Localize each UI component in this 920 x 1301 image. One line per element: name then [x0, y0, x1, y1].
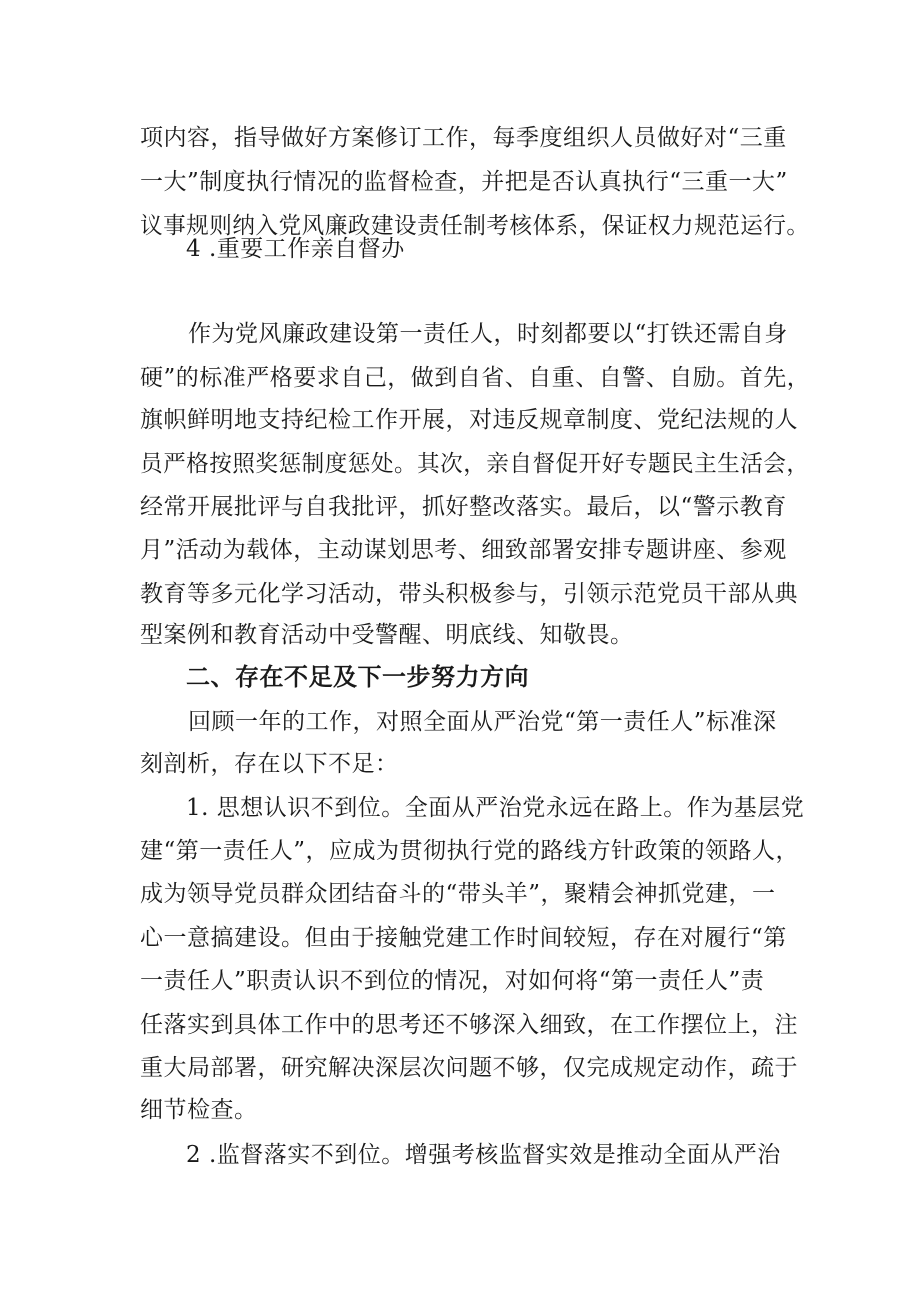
text-line: 一大”制度执行情况的监督检查，并把是否认真执行“三重一大”: [140, 169, 788, 195]
text-line: 议事规则纳入党风廉政建设责任制考核体系，保证权力规范运行。: [140, 213, 810, 239]
text-line: 教育等多元化学习活动，带头积极参与，引领示范党员干部从典: [140, 581, 798, 607]
text-line: 月”活动为载体，主动谋划思考、细致部署安排专题讲座、参观: [140, 537, 787, 563]
text-line: 建“第一责任人”，应成为贯彻执行党的路线方针政策的领路人，: [140, 838, 800, 864]
text-line: 员严格按照奖惩制度惩处。其次，亲自督促开好专题民主生活会，: [140, 451, 810, 477]
text-line: 重大局部署，研究解决深层次问题不够，仅完成规定动作，疏于: [140, 1055, 798, 1081]
text-line: 硬”的标准严格要求自己，做到自省、自重、自警、自励。首先，: [140, 365, 811, 391]
section-subheading: 4 .重要工作亲自督办: [186, 236, 405, 262]
text-line: 旗帜鲜明地支持纪检工作开展，对违反规章制度、党纪法规的人: [140, 407, 798, 433]
paragraph-first-line: 回顾一年的工作，对照全面从严治党“第一责任人”标准深: [188, 709, 777, 735]
text-line: 型案例和教育活动中受警醒、明底线、知敬畏。: [140, 622, 634, 648]
list-item-first-line: 1. 思想认识不到位。全面从严治党永远在路上。作为基层党: [186, 795, 805, 821]
paragraph-first-line: 作为党风廉政建设第一责任人，时刻都要以“打铁还需自身: [188, 321, 788, 347]
text-line: 成为领导党员群众团结奋斗的“带头羊”，聚精会神抓党建，一: [140, 881, 776, 907]
text-line: 项内容，指导做好方案修订工作，每季度组织人员做好对“三重: [140, 125, 787, 151]
text-line: 刻剖析，存在以下不足：: [140, 751, 399, 777]
text-line: 心一意搞建设。但由于接触党建工作时间较短，存在对履行“第: [140, 925, 787, 951]
text-line: 一责任人”职责认识不到位的情况，对如何将“第一责任人”责: [140, 968, 765, 994]
section-heading: 二、存在不足及下一步努力方向: [186, 663, 529, 691]
list-item-first-line: 2 .监督落实不到位。增强考核监督实效是推动全面从严治: [186, 1142, 781, 1168]
text-line: 任落实到具体工作中的思考还不够深入细致，在工作摆位上，注: [140, 1012, 798, 1038]
text-line: 细节检查。: [140, 1097, 258, 1123]
text-line: 经常开展批评与自我批评，抓好整改落实。最后，以“警示教育: [140, 494, 787, 520]
